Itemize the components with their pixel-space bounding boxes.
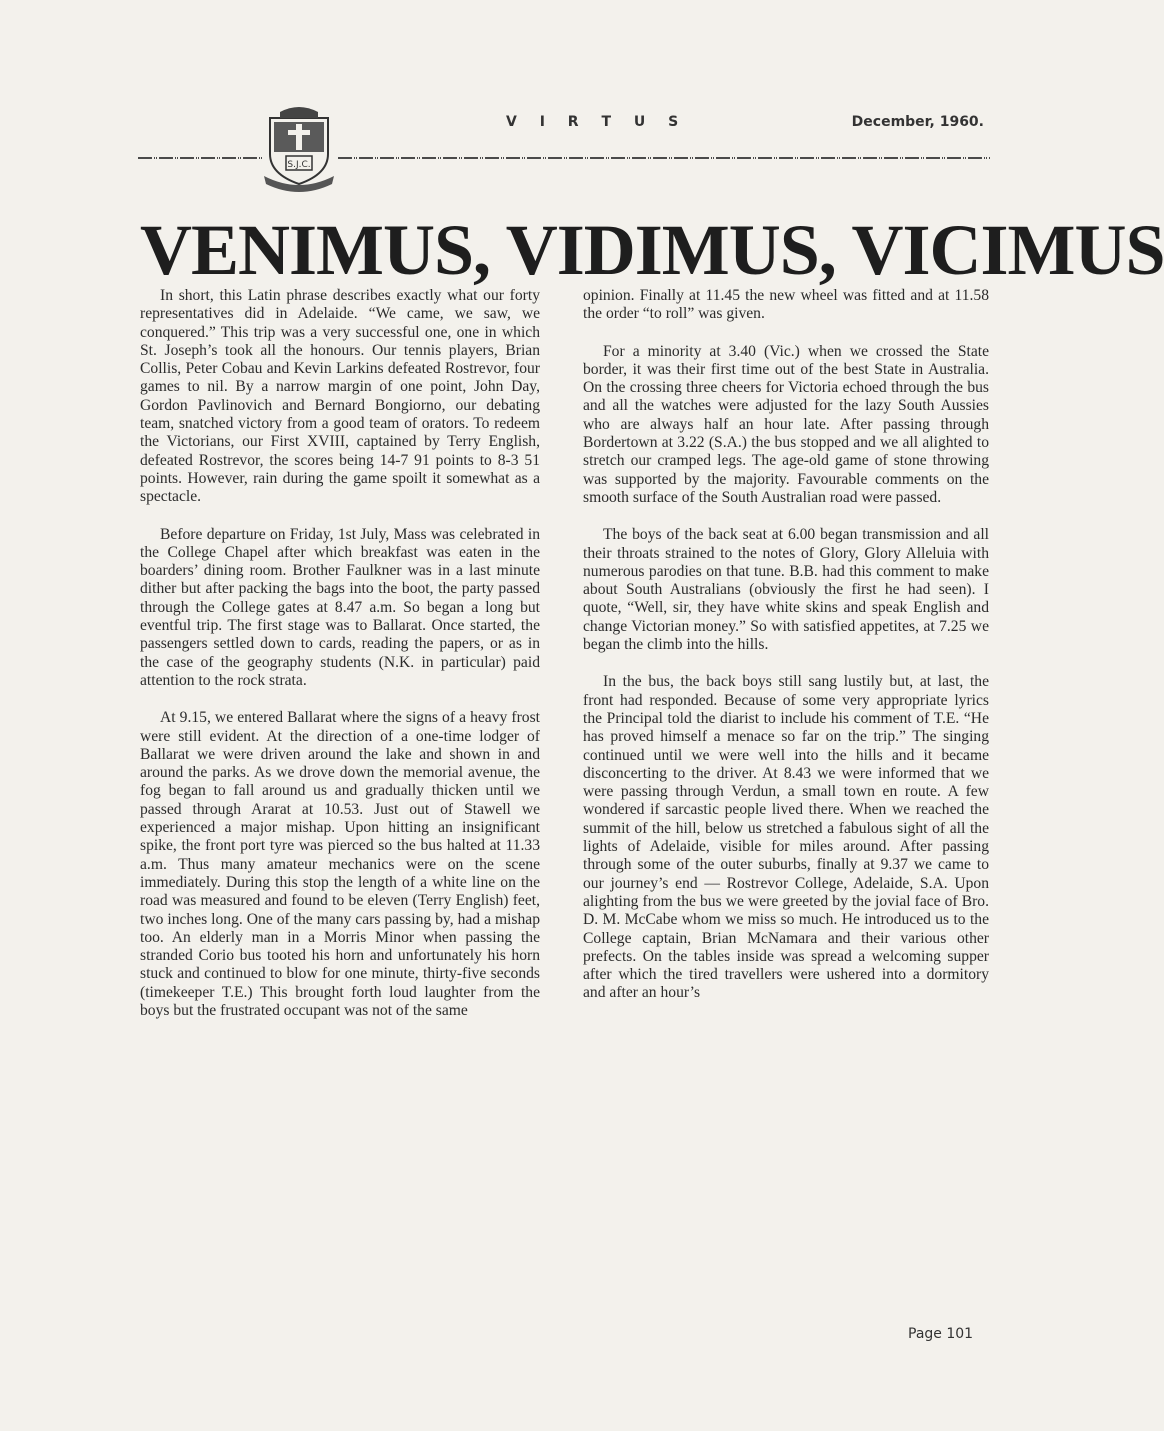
paragraph: At 9.15, we entered Ballarat where the signs of a heavy frost were still evident. At the direction of a one-time lodger of Ballarat we were driven around the lake and shown in and around the parks. As we drove down the memorial avenue, the fog began to fall around us and gradually thicken until we passed through Ararat at 10.53. Just out of Stawell we experienced a major mishap. Upon hitting an insignificant spike, the front port tyre was pierced so the bus halted at 11.33 a.m. Thus many amateur mechanics were on the scene immediately. During this stop the length of a white line on the road was measured and found to be eleven (Terry English) feet, two inches long. One of the many cars passing by, had a mishap too. An elderly man in a Morris Minor when passing the stranded Corio bus tooted his horn and unfortunately his horn stuck and continued to blow for one minute, thirty-five seconds (timekeeper T.E.) This brought forth loud laughter from the boys but the frustrated occupant was not of the same xyxy=(140,709,540,1019)
school-crest-icon xyxy=(262,104,336,192)
page-number: Page 101 xyxy=(908,1326,974,1342)
issue-date: December, 1960. xyxy=(851,114,984,130)
article-column-left xyxy=(140,287,540,1039)
page-header xyxy=(138,104,990,194)
article-column-right xyxy=(583,287,989,1022)
header-rule-left xyxy=(138,154,262,162)
paragraph: The boys of the back seat at 6.00 began transmission and all their throats strained to the notes of Glory, Glory Alleluia with numerous parodies on that tune. B.B. had this comment to make about South Australians (obviously the first he had seen). I quote, “Well, sir, they have white skins and speak English and change Victorian money.” So with satisfied appetites, at 7.25 we began the climb into the hills. xyxy=(583,526,989,654)
paragraph: In the bus, the back boys still sang lustily but, at last, the front had responded. Because of some very appropriate lyrics the Principal told the diarist to include his comment of T.E. “He has proved himself a menace so far on the trip.” The singing continued until we were well into the hills and it became disconcerting to the driver. At 8.43 we were informed that we were passing through Verdun, a small town en route. A few wondered if sarcastic people lived there. When we reached the summit of the hill, below us stretched a fabulous sight of all the lights of Adelaide, visible for miles around. After passing through some of the outer suburbs, finally at 9.37 we came to our journey’s end — Rostrevor College, Adelaide, S.A. Upon alighting from the bus we were greeted by the jovial face of Bro. D. M. McCabe whom we miss so much. He introduced us to the College captain, Brian McNamara and their various other prefects. On the tables inside was spread a welcoming supper after which the tired travellers were ushered into a dormitory and after an hour’s xyxy=(583,673,989,1002)
crest-initials: S.J.C. xyxy=(287,160,311,170)
header-rule-right xyxy=(338,154,990,162)
paragraph: In short, this Latin phrase describes exactly what our forty representatives did in Adelaide. “We came, we saw, we conquered.” This trip was a very successful one, one in which St. Joseph’s took all the honours. Our tennis players, Brian Collis, Peter Cobau and Kevin Larkins defeated Rostrevor, four games to nil. By a narrow margin of one point, John Day, Gordon Pavlinovich and Bernard Bongiorno, our debating team, snatched victory from a good team of orators. To redeem the Victorians, our First XVIII, captained by Terry English, defeated Rostrevor, the scores being 14-7 91 points to 8-3 51 points. However, rain during the game spoilt it somewhat as a spectacle. xyxy=(140,287,540,506)
magazine-title: V I R T U S xyxy=(506,114,688,130)
paragraph: Before departure on Friday, 1st July, Mass was celebrated in the College Chapel after which breakfast was eaten in the boarders’ dining room. Brother Faulkner was in a last minute dither but after packing the bags into the boot, the party passed through the College gates at 8.47 a.m. So began a long but eventful trip. The first stage was to Ballarat. Once started, the passengers settled down to cards, reading the papers, or as in the case of the geography students (N.K. in particular) paid attention to the rock strata. xyxy=(140,525,540,689)
article-headline: VENIMUS, VIDIMUS, VICIMUS xyxy=(140,210,1164,290)
paragraph: opinion. Finally at 11.45 the new wheel was fitted and at 11.58 the order “to roll” was given. xyxy=(583,287,989,323)
paragraph: For a minority at 3.40 (Vic.) when we crossed the State border, it was their first time out of the best State in Australia. On the crossing three cheers for Victoria echoed through the bus and all the watches were adjusted for the lazy South Aussies who are always half an hour late. After passing through Bordertown at 3.22 (S.A.) the bus stopped and we all alighted to stretch our cramped legs. The age-old game of stone throwing was supported by the majority. Favourable comments on the smooth surface of the South Australian road were passed. xyxy=(583,342,989,506)
